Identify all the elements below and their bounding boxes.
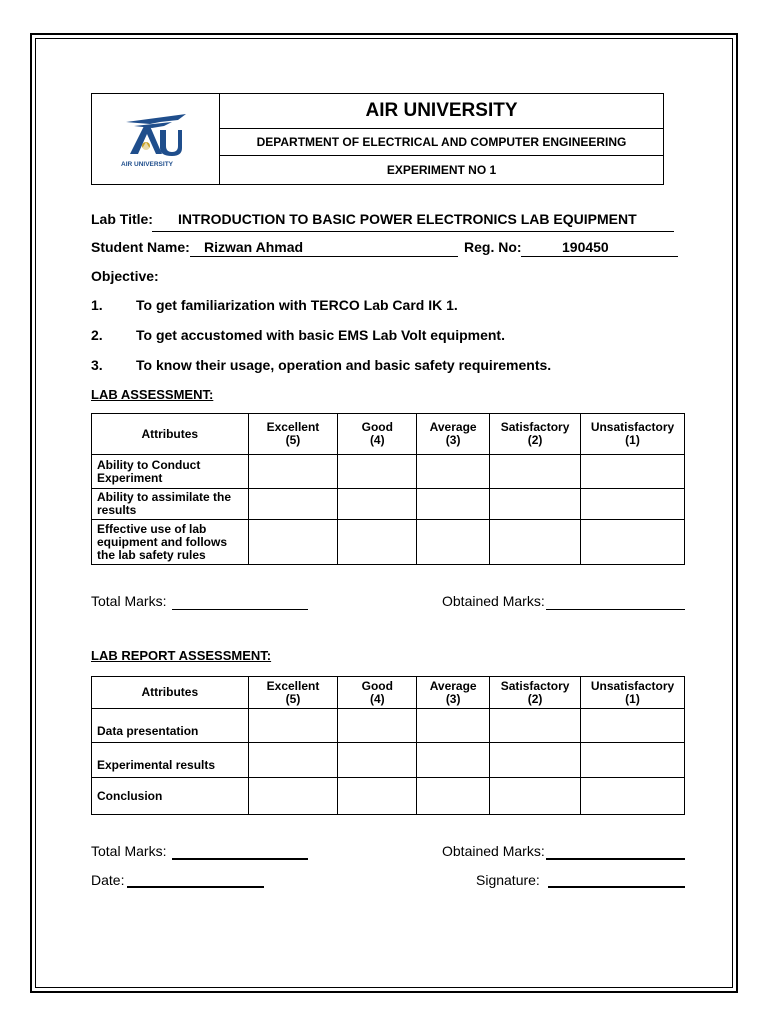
objective-heading: Objective:	[91, 268, 159, 284]
column-header: Satisfactory (2)	[490, 677, 581, 709]
date-field[interactable]	[127, 886, 264, 888]
lab-report-assessment-heading: LAB REPORT ASSESSMENT:	[91, 648, 272, 663]
attribute-cell: Experimental results	[92, 743, 249, 778]
lab-title-value: INTRODUCTION TO BASIC POWER ELECTRONICS LAB EQUIPMENT	[152, 211, 674, 232]
score-cell[interactable]	[338, 489, 417, 520]
date-label: Date:	[91, 872, 125, 888]
score-cell[interactable]	[417, 520, 490, 565]
attribute-cell: Data presentation	[92, 709, 249, 743]
experiment-number: EXPERIMENT NO 1	[386, 163, 497, 177]
student-name-label: Student Name:	[91, 239, 190, 255]
column-header: Attributes	[92, 414, 249, 455]
attribute-cell: Conclusion	[92, 778, 249, 815]
score-cell[interactable]	[581, 743, 685, 778]
score-cell[interactable]	[490, 455, 581, 489]
objective-number: 3.	[91, 357, 103, 373]
score-cell[interactable]	[248, 455, 338, 489]
score-cell[interactable]	[581, 778, 685, 815]
score-cell[interactable]	[490, 489, 581, 520]
score-cell[interactable]	[338, 455, 417, 489]
total-marks-label: Total Marks:	[91, 593, 167, 609]
table-row	[92, 455, 685, 489]
report-total-marks-field[interactable]	[172, 858, 308, 860]
air-university-logo-icon	[120, 108, 192, 168]
department-name: DEPARTMENT OF ELECTRICAL AND COMPUTER ENGINEERING	[220, 129, 663, 156]
score-cell[interactable]	[417, 743, 490, 778]
column-header: Average (3)	[417, 677, 490, 709]
obtained-marks-field[interactable]	[546, 609, 685, 610]
report-obtained-marks-field[interactable]	[546, 858, 685, 860]
column-header: Good (4)	[338, 677, 417, 709]
column-header: Excellent (5)	[248, 677, 338, 709]
score-cell[interactable]	[490, 743, 581, 778]
total-marks-field[interactable]	[172, 609, 308, 610]
table-row	[92, 520, 685, 565]
obtained-marks-label: Obtained Marks:	[442, 593, 545, 609]
student-name-value: Rizwan Ahmad	[190, 239, 458, 257]
university-name: AIR UNIVERSITY	[220, 94, 663, 129]
column-header: Satisfactory (2)	[490, 414, 581, 455]
lab-assessment-table	[91, 413, 685, 565]
objective-item: To get familiarization with TERCO Lab Card IK 1.	[136, 297, 458, 313]
score-cell[interactable]	[417, 709, 490, 743]
report-total-marks-label: Total Marks:	[91, 843, 167, 859]
score-cell[interactable]	[490, 709, 581, 743]
report-obtained-marks-label: Obtained Marks:	[442, 843, 545, 859]
column-header: Unsatisfactory (1)	[581, 677, 685, 709]
score-cell[interactable]	[581, 489, 685, 520]
column-header: Average (3)	[417, 414, 490, 455]
objective-item: To know their usage, operation and basic safety requirements.	[136, 357, 552, 373]
score-cell[interactable]	[248, 489, 338, 520]
objective-item: To get accustomed with basic EMS Lab Volt equipment.	[136, 327, 505, 343]
score-cell[interactable]	[248, 743, 338, 778]
logo-text: AIR UNIVERSITY	[121, 161, 174, 168]
reg-no-value: 190450	[521, 239, 678, 257]
table-row	[92, 709, 685, 743]
score-cell[interactable]	[338, 520, 417, 565]
column-header: Attributes	[92, 677, 249, 709]
document-header	[91, 93, 664, 185]
score-cell[interactable]	[417, 489, 490, 520]
table-header-row	[92, 414, 685, 455]
table-row	[92, 778, 685, 815]
column-header: Good (4)	[338, 414, 417, 455]
lab-report-assessment-table	[91, 676, 685, 815]
reg-no-label: Reg. No:	[464, 239, 522, 255]
logo-cell	[92, 94, 220, 184]
table-row	[92, 489, 685, 520]
score-cell[interactable]	[490, 520, 581, 565]
score-cell[interactable]	[581, 455, 685, 489]
attribute-cell: Ability to assimilate the results	[92, 489, 249, 520]
score-cell[interactable]	[417, 455, 490, 489]
score-cell[interactable]	[248, 778, 338, 815]
table-row	[92, 743, 685, 778]
score-cell[interactable]	[338, 709, 417, 743]
signature-label: Signature:	[476, 872, 540, 888]
score-cell[interactable]	[581, 709, 685, 743]
score-cell[interactable]	[248, 709, 338, 743]
score-cell[interactable]	[490, 778, 581, 815]
objective-number: 1.	[91, 297, 103, 313]
score-cell[interactable]	[417, 778, 490, 815]
score-cell[interactable]	[581, 520, 685, 565]
column-header: Unsatisfactory (1)	[581, 414, 685, 455]
signature-field[interactable]	[548, 886, 685, 888]
score-cell[interactable]	[248, 520, 338, 565]
score-cell[interactable]	[338, 778, 417, 815]
lab-title-label: Lab Title:	[91, 211, 153, 227]
objective-number: 2.	[91, 327, 103, 343]
attribute-cell: Effective use of lab equipment and follows the lab safety rules	[92, 520, 249, 565]
score-cell[interactable]	[338, 743, 417, 778]
attribute-cell: Ability to Conduct Experiment	[92, 455, 249, 489]
column-header: Excellent (5)	[248, 414, 338, 455]
table-header-row	[92, 677, 685, 709]
lab-assessment-heading: LAB ASSESSMENT:	[91, 387, 214, 402]
